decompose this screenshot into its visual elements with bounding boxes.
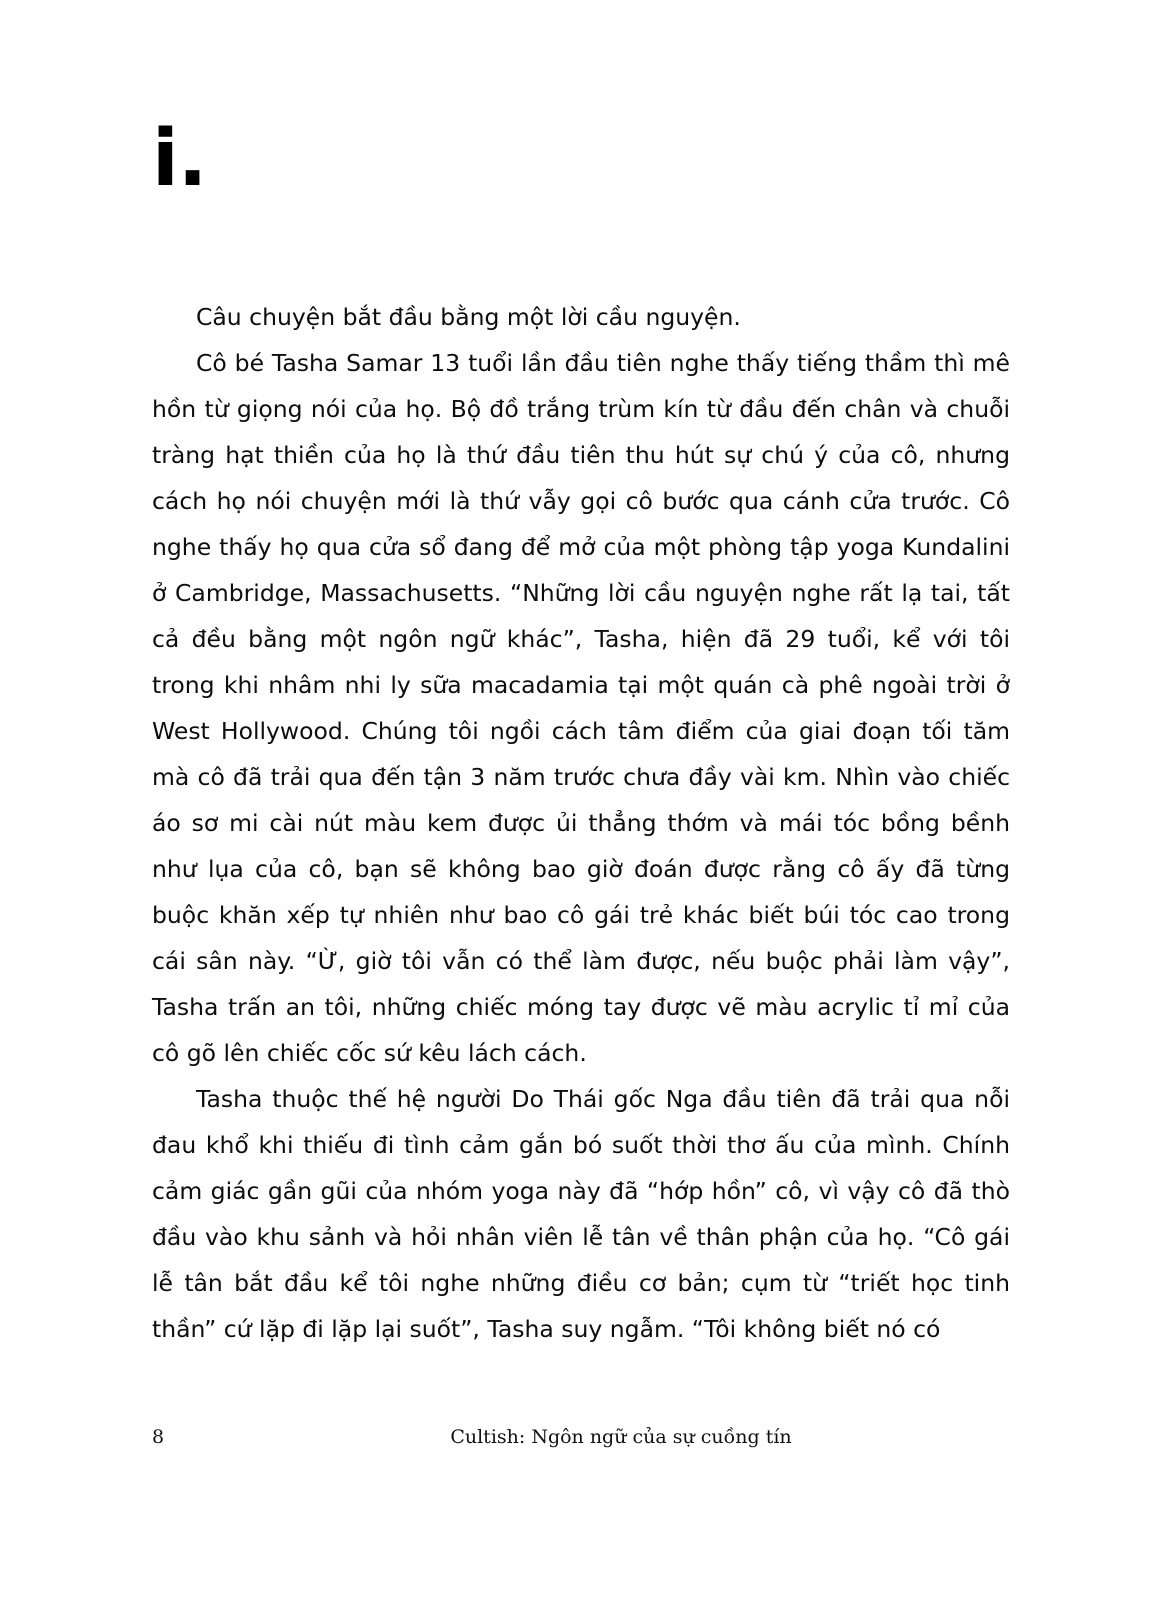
running-head: Cultish: Ngôn ngữ của sự cuồng tín <box>450 1426 792 1448</box>
body-paragraph: Cô bé Tasha Samar 13 tuổi lần đầu tiên nghe thấy tiếng thầm thì mê hồn từ giọng nói của họ. Bộ đồ trắng trùm kín từ đầu đến chân và chuỗi tràng hạt thiền của họ là thứ đầu tiên thu hút sự chú ý của cô, nhưng cách họ nói chuyện mới là thứ vẫy gọi cô bước qua cánh cửa trước. Cô nghe thấy họ qua cửa sổ đang để mở của một phòng tập yoga Kundalini ở Cambridge, Massachusetts. “Những lời cầu nguyện nghe rất lạ tai, tất cả đều bằng một ngôn ngữ khác”, Tasha, hiện đã 29 tuổi, kể với tôi trong khi nhâm nhi ly sữa macadamia tại một quán cà phê ngoài trời ở West Hollywood. Chúng tôi ngồi cách tâm điểm của giai đoạn tối tăm mà cô đã trải qua đến tận 3 năm trước chưa đầy vài km. Nhìn vào chiếc áo sơ mi cài nút màu kem được ủi thẳng thớm và mái tóc bồng bềnh như lụa của cô, bạn sẽ không bao giờ đoán được rằng cô ấy đã từng buộc khăn xếp tự nhiên như bao cô gái trẻ khác biết búi tóc cao trong cái sân này. “Ừ, giờ tôi vẫn có thể làm được, nếu buộc phải làm vậy”, Tasha trấn an tôi, những chiếc móng tay được vẽ màu acrylic tỉ mỉ của cô gõ lên chiếc cốc sứ kêu lách cách. <box>152 349 1010 1067</box>
page-number: 8 <box>152 1426 165 1448</box>
body-paragraph: Tasha thuộc thế hệ người Do Thái gốc Nga đầu tiên đã trải qua nỗi đau khổ khi thiếu đi tình cảm gắn bó suốt thời thơ ấu của mình. Chính cảm giác gần gũi của nhóm yoga này đã “hớp hồn” cô, vì vậy cô đã thò đầu vào khu sảnh và hỏi nhân viên lễ tân về thân phận của họ. “Cô gái lễ tân bắt đầu kể tôi nghe những điều cơ bản; cụm từ “triết học tinh thần” cứ lặp đi lặp lại suốt”, Tasha suy ngẫm. “Tôi không biết nó có <box>152 1085 1010 1343</box>
chapter-number: i. <box>152 114 207 204</box>
page-content <box>152 114 1010 1352</box>
body-paragraph: Câu chuyện bắt đầu bằng một lời cầu nguyện. <box>196 303 741 331</box>
page-footer <box>152 1426 1010 1448</box>
